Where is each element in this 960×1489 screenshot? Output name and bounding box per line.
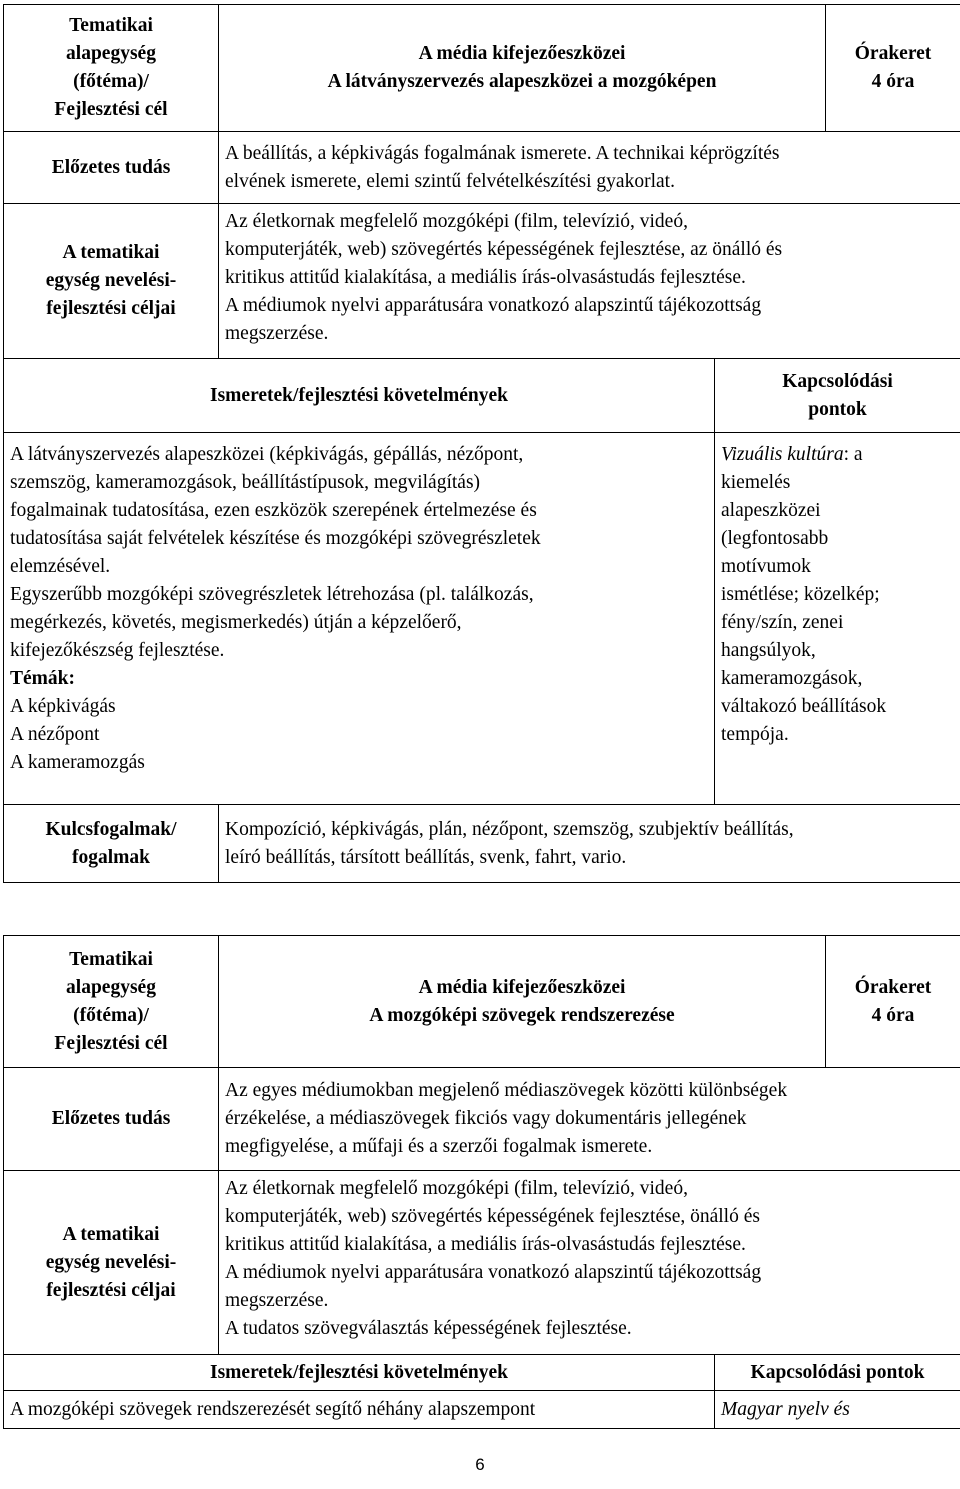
hours-cell: Órakeret 4 óra	[826, 936, 960, 1068]
key-concepts-text: Kompozíció, képkivágás, plán, nézőpont, szemszög, szubjektív beállítás, leíró beállítás, társított beállítás, svenk, fahrt, vario.	[219, 805, 960, 883]
topic-item: A képkivágás	[10, 696, 116, 717]
topics-label: Témák:	[10, 668, 75, 689]
row-label-prior-knowledge: Előzetes tudás	[4, 132, 219, 204]
row-label-key-concepts: Kulcsfogalmak/ fogalmak	[4, 805, 219, 883]
topic-title: A média kifejezőeszközei A látványszervezés alapeszközei a mozgóképen	[219, 5, 826, 132]
table-topic-1	[3, 4, 960, 883]
topic-item: A kameramozgás	[10, 752, 145, 773]
subject-name: Vizuális kultúra	[721, 444, 844, 465]
goals-text: Az életkornak megfelelő mozgóképi (film, televízió, videó, komputerjáték, web) szövegértés képességének fejlesztése, önálló és kritikus attitűd kialakítása, a mediális írás-olvasástudás fejlesztése. A médiumok nyelvi apparátusára vonatkozó alapszintű tájékozottság megszerzése. A tudatos szövegválasztás képességének fejlesztése.	[219, 1171, 960, 1355]
hours-cell: Órakeret 4 óra	[826, 5, 960, 132]
prior-knowledge-text: A beállítás, a képkivágás fogalmának ismerete. A technikai képrögzítés elvének ismerete, elemi szintű felvételkészítési gyakorlat.	[219, 132, 960, 204]
row-label-goals: A tematikai egység nevelési- fejlesztési céljai	[4, 204, 219, 359]
table-topic-2	[3, 935, 960, 1429]
connections-header: Kapcsolódási pontok	[715, 1355, 960, 1391]
row-label-prior-knowledge: Előzetes tudás	[4, 1068, 219, 1171]
connections-content: Magyar nyelv és	[715, 1391, 960, 1429]
row-label-goals: A tematikai egység nevelési- fejlesztési céljai	[4, 1171, 219, 1355]
requirements-content: A mozgóképi szövegek rendszerezését segítő néhány alapszempont	[4, 1391, 715, 1429]
page-number: 6	[475, 1455, 485, 1474]
row-label-topic-unit: Tematikai alapegység (főtéma)/ Fejlesztési cél	[4, 5, 219, 132]
requirements-content: A látványszervezés alapeszközei (képkivágás, gépállás, nézőpont, szemszög, kameramozgások, beállítástípusok, megvilágítás) fogalmainak tudatosítása, ezen eszközök szerepének értelmezése és tudatosítása saját felvételek készítése és mozgóképi szövegrészletek elemzésével. Egyszerűbb mozgóképi szövegrészletek létrehozása (pl. találkozás, megérkezés, követés, megismerkedés) útján a képzelőerő, kifejezőkészség fejlesztése. Témák: A képkivágás A nézőpont A kameramozgás	[4, 433, 715, 805]
goals-text: Az életkornak megfelelő mozgóképi (film, televízió, videó, komputerjáték, web) szövegértés képességének fejlesztése, az önálló és kritikus attitűd kialakítása, a mediális írás-olvasástudás fejlesztése. A médiumok nyelvi apparátusára vonatkozó alapszintű tájékozottság megszerzése.	[219, 204, 960, 359]
topic-title: A média kifejezőeszközei A mozgóképi szövegek rendszerezése	[219, 936, 826, 1068]
requirements-header: Ismeretek/fejlesztési követelmények	[4, 1355, 715, 1391]
connections-header: Kapcsolódási pontok	[715, 359, 960, 433]
prior-knowledge-text: Az egyes médiumokban megjelenő médiaszövegek közötti különbségek érzékelése, a médiaszövegek fikciós vagy dokumentáris jellegének megfigyelése, a műfaji és a szerzői fogalmak ismerete.	[219, 1068, 960, 1171]
row-label-topic-unit: Tematikai alapegység (főtéma)/ Fejlesztési cél	[4, 936, 219, 1068]
topic-item: A nézőpont	[10, 724, 100, 745]
connections-content: Vizuális kultúra: a kiemelés alapeszközei (legfontosabb motívumok ismétlése; közelkép; fény/szín, zenei hangsúlyok, kameramozgások, váltakozó beállítások tempója.	[715, 433, 960, 805]
requirements-header: Ismeretek/fejlesztési követelmények	[4, 359, 715, 433]
